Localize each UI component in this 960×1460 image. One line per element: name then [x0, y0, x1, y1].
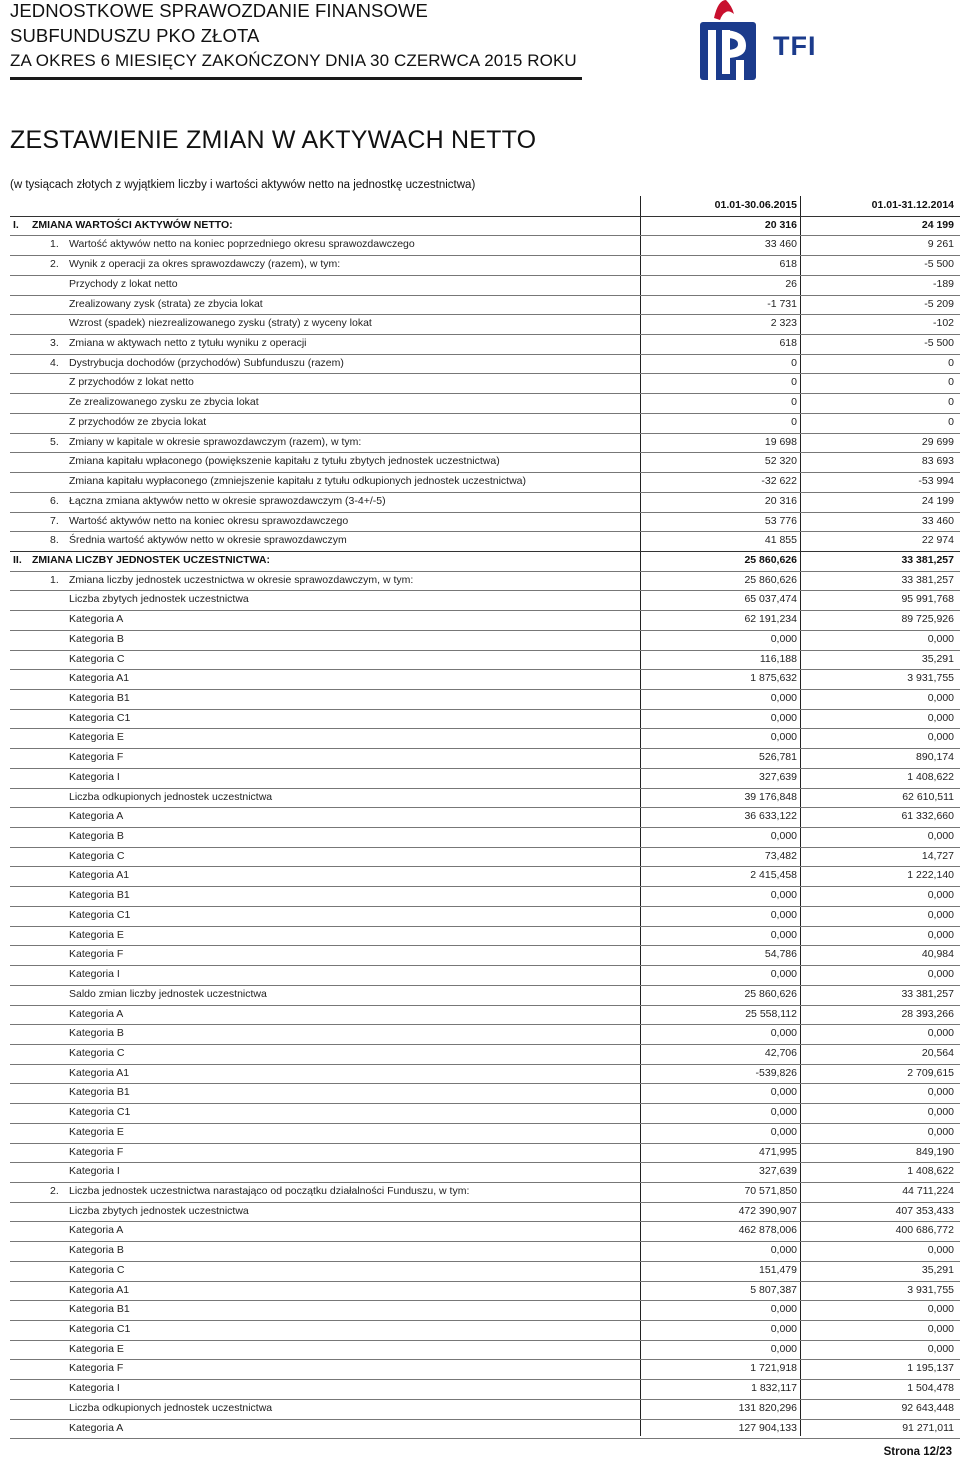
column-header: 01.01-31.12.2014 — [871, 199, 954, 211]
row-label: Zmiana kapitału wpłaconego (powiększenie kapitału z tytułu zbytych jednostek uczestnictwa) — [69, 455, 500, 468]
table-row — [0, 512, 960, 532]
table-row — [0, 334, 960, 354]
value-current-period: 0,000 — [770, 968, 797, 981]
table-row — [0, 1005, 960, 1025]
value-previous-period: 0,000 — [927, 1125, 954, 1138]
row-label: Kategoria E — [69, 928, 124, 941]
value-current-period: 33 460 — [764, 238, 797, 251]
table-row — [0, 650, 960, 670]
value-previous-period: 0 — [948, 396, 954, 409]
value-previous-period: 35,291 — [921, 652, 954, 665]
table-row — [0, 1359, 960, 1379]
row-label: Kategoria B1 — [69, 1303, 130, 1316]
table-row — [0, 1281, 960, 1301]
table-row — [0, 275, 960, 295]
row-label: Kategoria A1 — [69, 672, 130, 685]
value-previous-period: 0,000 — [927, 830, 954, 843]
value-previous-period: 407 353,433 — [895, 1204, 954, 1217]
report-title-line-3: ZA OKRES 6 MIESIĘCY ZAKOŃCZONY DNIA 30 CZERWCA 2015 ROKU — [10, 51, 577, 70]
value-current-period: -539,826 — [755, 1066, 797, 1079]
row-label: Zmiana liczby jednostek uczestnictwa w okresie sprawozdawczym, w tym: — [69, 573, 414, 586]
value-previous-period: -5 500 — [924, 337, 954, 350]
table-row — [0, 314, 960, 334]
table-row — [0, 1162, 960, 1182]
value-current-period: 0,000 — [770, 830, 797, 843]
value-current-period: 0,000 — [770, 1342, 797, 1355]
value-previous-period: 3 931,755 — [907, 672, 954, 685]
table-row — [0, 709, 960, 729]
table-row — [0, 1300, 960, 1320]
table-row — [0, 1419, 960, 1439]
value-current-period: 25 860,626 — [744, 553, 797, 566]
value-current-period: 25 860,626 — [744, 987, 797, 1000]
row-label: Kategoria B — [69, 1244, 124, 1257]
value-previous-period: -189 — [932, 277, 954, 290]
row-label: Kategoria C1 — [69, 1323, 131, 1336]
row-label: Kategoria I — [69, 968, 120, 981]
value-current-period: 462 878,006 — [738, 1224, 797, 1237]
value-current-period: 0,000 — [770, 889, 797, 902]
row-label: Kategoria C — [69, 652, 125, 665]
row-label: Liczba jednostek uczestnictwa narastająco od początku działalności Funduszu, w tym: — [69, 1185, 470, 1197]
row-label: Kategoria F — [69, 1145, 124, 1158]
table-row — [0, 906, 960, 926]
value-previous-period: 400 686,772 — [895, 1224, 954, 1237]
value-previous-period: 24 199 — [921, 218, 954, 231]
value-current-period: 36 633,122 — [744, 810, 797, 823]
table-row — [0, 393, 960, 413]
table-row — [0, 373, 960, 393]
row-number: 7. — [50, 514, 59, 527]
value-current-period: 2 323 — [770, 317, 797, 330]
table-row — [0, 1202, 960, 1222]
value-previous-period: 0,000 — [927, 1106, 954, 1119]
value-current-period: 151,479 — [759, 1263, 797, 1276]
table-row — [0, 1320, 960, 1340]
value-current-period: 0,000 — [770, 1244, 797, 1257]
table-row — [0, 413, 960, 433]
table-row — [0, 1221, 960, 1241]
report-title-line-2: SUBFUNDUSZU PKO ZŁOTA — [10, 25, 260, 46]
table-row — [0, 827, 960, 847]
row-label: Przychody z lokat netto — [69, 277, 178, 290]
value-current-period: 0 — [791, 396, 797, 409]
table-row — [0, 748, 960, 768]
table-row — [0, 1024, 960, 1044]
row-label: Kategoria E — [69, 1125, 124, 1138]
table-row — [0, 768, 960, 788]
row-label: Wartość aktywów netto na koniec poprzedniego okresu sprawozdawczego — [69, 238, 415, 251]
value-previous-period: -5 209 — [924, 297, 954, 310]
row-label: Kategoria E — [69, 1342, 124, 1355]
row-label: Ze zrealizowanego zysku ze zbycia lokat — [69, 396, 259, 409]
table-row — [0, 965, 960, 985]
value-current-period: 526,781 — [759, 751, 797, 764]
table-row — [0, 216, 960, 236]
row-label: Kategoria I — [69, 1382, 120, 1395]
value-previous-period: -5 500 — [924, 258, 954, 271]
value-current-period: 52 320 — [764, 455, 797, 468]
table-row — [0, 1143, 960, 1163]
table-row — [0, 1379, 960, 1399]
value-current-period: 53 776 — [764, 514, 797, 527]
row-label: Kategoria C1 — [69, 1106, 131, 1119]
value-previous-period: 1 408,622 — [907, 1165, 954, 1178]
value-previous-period: 14,727 — [921, 849, 954, 862]
value-current-period: 0,000 — [770, 1086, 797, 1099]
value-current-period: 0,000 — [770, 731, 797, 744]
value-current-period: 0 — [791, 376, 797, 389]
value-previous-period: 1 504,478 — [907, 1382, 954, 1395]
table-row — [0, 985, 960, 1005]
value-current-period: 39 176,848 — [744, 790, 797, 803]
table-row — [0, 531, 960, 551]
row-label: Z przychodów ze zbycia lokat — [69, 415, 207, 428]
table-row — [0, 354, 960, 374]
table-row — [0, 235, 960, 255]
value-current-period: 472 390,907 — [738, 1204, 797, 1217]
value-current-period: 1 721,918 — [750, 1362, 797, 1375]
value-current-period: 0,000 — [770, 908, 797, 921]
value-current-period: 26 — [785, 277, 797, 290]
value-previous-period: 0,000 — [927, 711, 954, 724]
value-previous-period: 89 725,926 — [901, 613, 954, 626]
value-previous-period: 1 408,622 — [907, 770, 954, 783]
row-label: Kategoria A — [69, 1007, 124, 1020]
row-label: Kategoria A — [69, 1421, 124, 1434]
value-current-period: 127 904,133 — [738, 1421, 797, 1434]
value-current-period: 0 — [791, 356, 797, 369]
row-label: Liczba odkupionych jednostek uczestnictwa — [69, 790, 273, 803]
value-current-period: 618 — [779, 258, 797, 271]
row-label: Kategoria F — [69, 1362, 124, 1375]
value-previous-period: 91 271,011 — [902, 1421, 954, 1434]
row-label: Wartość aktywów netto na koniec okresu sprawozdawczego — [69, 514, 349, 527]
row-label: Kategoria C — [69, 849, 125, 862]
row-label: Zmiana w aktywach netto z tytułu wyniku z operacji — [69, 337, 307, 350]
value-current-period: 327,639 — [759, 770, 797, 783]
value-previous-period: 92 643,448 — [901, 1401, 954, 1414]
value-current-period: 116,188 — [759, 652, 797, 665]
value-current-period: 327,639 — [759, 1165, 797, 1178]
table-row — [0, 1083, 960, 1103]
table-row — [0, 295, 960, 315]
table-row — [0, 551, 960, 571]
page-subtitle: (w tysiącach złotych z wyjątkiem liczby i wartości aktywów netto na jednostkę uczestnictwa) — [10, 179, 476, 191]
table-row — [0, 926, 960, 946]
row-number: 3. — [50, 337, 59, 350]
row-label: Zmiana kapitału wypłaconego (zmniejszenie kapitału z tytułu odkupionych jednostek uczestnictwa) — [69, 475, 526, 488]
row-label: Średnia wartość aktywów netto w okresie sprawozdawczym — [69, 534, 347, 547]
value-previous-period: 33 381,257 — [901, 573, 954, 586]
table-row — [0, 886, 960, 906]
table-row — [0, 847, 960, 867]
value-current-period: 20 316 — [764, 218, 797, 231]
value-previous-period: 33 381,257 — [901, 987, 954, 1000]
row-label: Liczba zbytych jednostek uczestnictwa — [69, 1204, 249, 1217]
row-number: I. — [13, 218, 19, 231]
value-previous-period: 40,984 — [921, 948, 954, 961]
row-number: 4. — [50, 356, 59, 369]
value-previous-period: 0 — [948, 376, 954, 389]
table-row — [0, 1182, 960, 1202]
table-row — [0, 1044, 960, 1064]
value-previous-period: 95 991,768 — [901, 593, 954, 606]
value-current-period: -1 731 — [767, 297, 797, 310]
row-label: Wynik z operacji za okres sprawozdawczy (razem), w tym: — [69, 258, 341, 271]
row-number: 2. — [50, 1185, 59, 1197]
table-row — [0, 866, 960, 886]
value-previous-period: 33 381,257 — [901, 553, 954, 566]
value-current-period: 0,000 — [770, 1027, 797, 1040]
table-row — [0, 571, 960, 591]
table-row — [0, 255, 960, 275]
value-previous-period: 0,000 — [927, 1303, 954, 1316]
value-previous-period: 28 393,266 — [901, 1007, 954, 1020]
table-row — [0, 945, 960, 965]
page-title: ZESTAWIENIE ZMIAN W AKTYWACH NETTO — [10, 126, 537, 154]
value-previous-period: 1 222,140 — [907, 869, 954, 882]
table-row — [0, 1261, 960, 1281]
value-previous-period: 0,000 — [927, 731, 954, 744]
row-label: Kategoria B — [69, 830, 124, 843]
row-label: Kategoria F — [69, 751, 124, 764]
value-previous-period: 849,190 — [916, 1145, 954, 1158]
row-number: 8. — [50, 534, 59, 547]
table-row — [0, 1103, 960, 1123]
value-current-period: 20 316 — [764, 494, 797, 507]
value-current-period: 65 037,474 — [744, 593, 797, 606]
table-row — [0, 492, 960, 512]
value-current-period: 70 571,850 — [744, 1185, 797, 1197]
value-previous-period: 2 709,615 — [907, 1066, 954, 1079]
value-current-period: 2 415,458 — [750, 869, 797, 882]
header-divider — [10, 77, 582, 80]
row-label: Saldo zmian liczby jednostek uczestnictwa — [69, 987, 267, 1000]
value-current-period: 25 558,112 — [745, 1007, 797, 1020]
value-current-period: 62 191,234 — [744, 613, 797, 626]
value-current-period: 0,000 — [770, 692, 797, 704]
value-previous-period: 0,000 — [927, 1027, 954, 1040]
table-row — [0, 472, 960, 492]
value-previous-period: 0,000 — [927, 1342, 954, 1355]
row-label: Kategoria C — [69, 1046, 125, 1059]
value-previous-period: 3 931,755 — [907, 1283, 954, 1296]
value-current-period: 0,000 — [770, 711, 797, 724]
row-label: Kategoria A1 — [69, 869, 130, 882]
table-row — [0, 1123, 960, 1143]
value-previous-period: 0,000 — [927, 889, 954, 902]
value-current-period: 0,000 — [770, 632, 797, 645]
value-current-period: 471,995 — [759, 1145, 797, 1158]
row-label: Kategoria B1 — [69, 692, 130, 704]
row-label: Zrealizowany zysk (strata) ze zbycia lokat — [69, 297, 263, 310]
row-label: Wzrost (spadek) niezrealizowanego zysku (straty) z wyceny lokat — [69, 317, 372, 330]
table-row — [0, 807, 960, 827]
value-previous-period: 0,000 — [927, 968, 954, 981]
row-label: Kategoria A — [69, 613, 124, 626]
value-current-period: 25 860,626 — [744, 573, 797, 586]
report-title-line-1: JEDNOSTKOWE SPRAWOZDANIE FINANSOWE — [10, 0, 428, 21]
value-previous-period: 29 699 — [921, 435, 954, 448]
table-row — [0, 590, 960, 610]
table-row — [0, 669, 960, 689]
value-current-period: 42,706 — [764, 1046, 797, 1059]
value-current-period: 1 875,632 — [750, 672, 797, 685]
value-current-period: 0,000 — [770, 928, 797, 941]
value-previous-period: 0,000 — [927, 692, 954, 704]
table-row — [0, 610, 960, 630]
row-label: Kategoria C1 — [69, 908, 131, 921]
row-number: 6. — [50, 494, 59, 507]
row-label: Kategoria F — [69, 948, 124, 961]
row-number: 1. — [50, 573, 59, 586]
column-header: 01.01-30.06.2015 — [714, 199, 797, 211]
value-previous-period: 44 711,224 — [902, 1185, 954, 1197]
table-row — [0, 728, 960, 748]
pko-logo-icon — [696, 0, 760, 80]
value-previous-period: 24 199 — [921, 494, 954, 507]
value-previous-period: 83 693 — [921, 455, 954, 468]
value-current-period: -32 622 — [761, 475, 797, 488]
row-label: Kategoria I — [69, 1165, 120, 1178]
row-number: 2. — [50, 258, 59, 271]
row-label: Zmiany w kapitale w okresie sprawozdawczym (razem), w tym: — [69, 435, 362, 448]
column-header-row — [0, 196, 960, 216]
row-number: II. — [13, 553, 22, 566]
row-divider — [10, 1438, 960, 1439]
row-number: 1. — [50, 238, 59, 251]
value-previous-period: 890,174 — [916, 751, 954, 764]
value-previous-period: -53 994 — [918, 475, 954, 488]
value-current-period: 0,000 — [770, 1106, 797, 1119]
row-label: Kategoria A1 — [69, 1283, 130, 1296]
row-label: Kategoria B — [69, 632, 124, 645]
row-label: Kategoria B1 — [69, 889, 130, 902]
value-previous-period: 33 460 — [921, 514, 954, 527]
table-row — [0, 452, 960, 472]
value-current-period: 73,482 — [764, 849, 797, 862]
value-current-period: 1 832,117 — [751, 1382, 797, 1395]
table-row — [0, 788, 960, 808]
table-row — [0, 1064, 960, 1084]
value-previous-period: 62 610,511 — [902, 790, 954, 803]
row-label: Kategoria A — [69, 1224, 124, 1237]
row-label: Kategoria C — [69, 1263, 125, 1276]
value-previous-period: 0 — [948, 356, 954, 369]
row-label: ZMIANA LICZBY JEDNOSTEK UCZESTNICTWA: — [32, 553, 270, 566]
page-number: Strona 12/23 — [883, 1446, 952, 1458]
row-label: Liczba odkupionych jednostek uczestnictwa — [69, 1401, 273, 1414]
logo-text: TFI — [773, 31, 817, 61]
row-label: Dystrybucja dochodów (przychodów) Subfunduszu (razem) — [69, 356, 344, 369]
value-previous-period: 0 — [948, 415, 954, 428]
row-label: Kategoria I — [69, 770, 120, 783]
value-previous-period: 1 195,137 — [907, 1362, 954, 1375]
value-previous-period: 0,000 — [927, 1244, 954, 1257]
table-row — [0, 1340, 960, 1360]
table-row — [0, 1399, 960, 1419]
value-current-period: 19 698 — [764, 435, 797, 448]
row-label: Z przychodów z lokat netto — [69, 376, 194, 389]
value-previous-period: 61 332,660 — [901, 810, 954, 823]
value-current-period: 131 820,296 — [738, 1401, 797, 1414]
table-row — [0, 1241, 960, 1261]
row-label: Kategoria E — [69, 731, 124, 744]
value-current-period: 0,000 — [770, 1323, 797, 1336]
table-row — [0, 630, 960, 650]
value-current-period: 0 — [791, 415, 797, 428]
value-previous-period: 9 261 — [927, 238, 954, 251]
value-current-period: 0,000 — [770, 1125, 797, 1138]
value-previous-period: -102 — [932, 317, 954, 330]
row-label: Łączna zmiana aktywów netto w okresie sprawozdawczym (3-4+/-5) — [69, 494, 386, 507]
value-current-period: 41 855 — [764, 534, 797, 547]
row-number: 5. — [50, 435, 59, 448]
row-label: Kategoria A — [69, 810, 124, 823]
value-current-period: 0,000 — [770, 1303, 797, 1316]
row-label: Kategoria A1 — [69, 1066, 130, 1079]
value-previous-period: 0,000 — [927, 1323, 954, 1336]
value-current-period: 54,786 — [764, 948, 797, 961]
value-current-period: 618 — [779, 337, 797, 350]
value-previous-period: 0,000 — [927, 1086, 954, 1099]
value-previous-period: 0,000 — [927, 632, 954, 645]
value-current-period: 5 807,387 — [750, 1283, 797, 1296]
row-label: Kategoria C1 — [69, 711, 131, 724]
value-previous-period: 0,000 — [927, 908, 954, 921]
value-previous-period: 22 974 — [921, 534, 954, 547]
value-previous-period: 0,000 — [927, 928, 954, 941]
row-label: ZMIANA WARTOŚCI AKTYWÓW NETTO: — [32, 218, 233, 231]
value-previous-period: 35,291 — [921, 1263, 954, 1276]
page-header — [0, 0, 960, 80]
row-label: Kategoria B1 — [69, 1086, 130, 1099]
table-row — [0, 433, 960, 453]
row-label: Liczba zbytych jednostek uczestnictwa — [69, 593, 249, 606]
row-label: Kategoria B — [69, 1027, 124, 1040]
value-previous-period: 20,564 — [921, 1046, 954, 1059]
table-row — [0, 689, 960, 709]
